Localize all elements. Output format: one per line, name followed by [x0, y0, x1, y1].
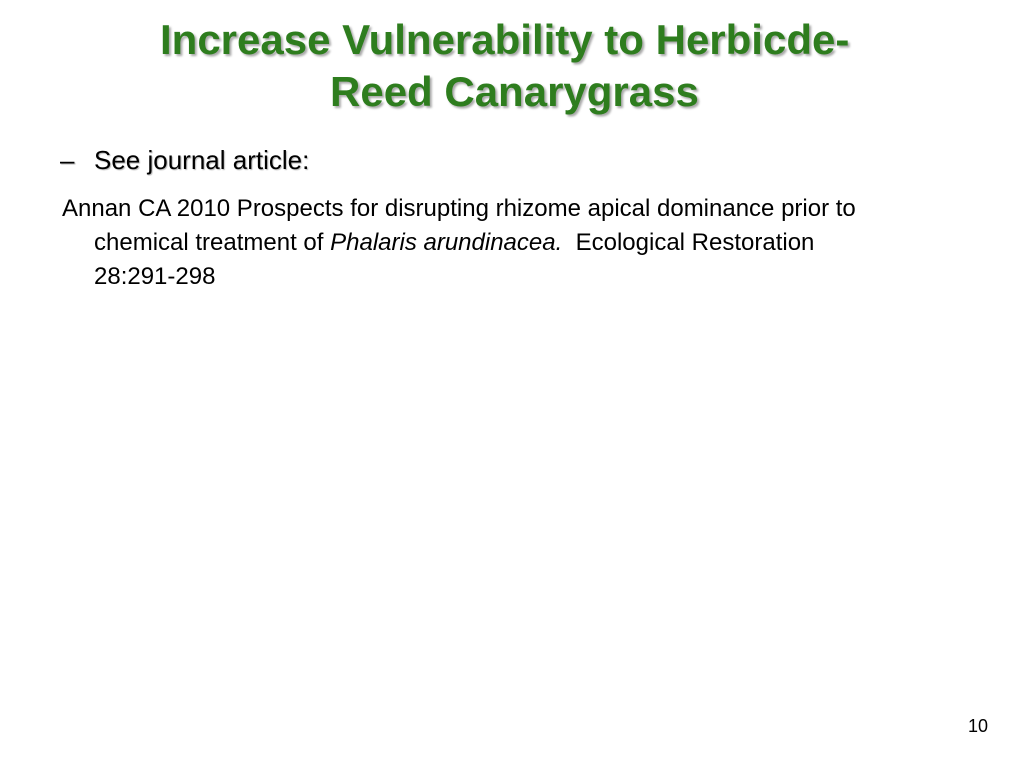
reference-line-3: 28:291-298	[94, 263, 216, 290]
page-number: 10	[967, 716, 988, 736]
bullet-dash: –	[60, 145, 75, 175]
bullet-text: See journal article:	[94, 145, 310, 175]
reference-text: chemical treatment of	[94, 229, 331, 256]
bullet-item	[60, 144, 309, 176]
reference-line-2	[62, 226, 1012, 260]
reference-line-1: Annan CA 2010 Prospects for disrupting rhizome apical dominance prior to	[62, 195, 856, 222]
title-line-1: Increase Vulnerability to Herbicde-	[160, 16, 850, 63]
journal-reference	[62, 192, 1012, 294]
journal-name: Ecological Restoration	[562, 229, 815, 256]
slide-title	[0, 14, 860, 118]
title-line-2: Reed Canarygrass	[330, 68, 699, 115]
species-name: Phalaris arundinacea.	[330, 229, 563, 256]
